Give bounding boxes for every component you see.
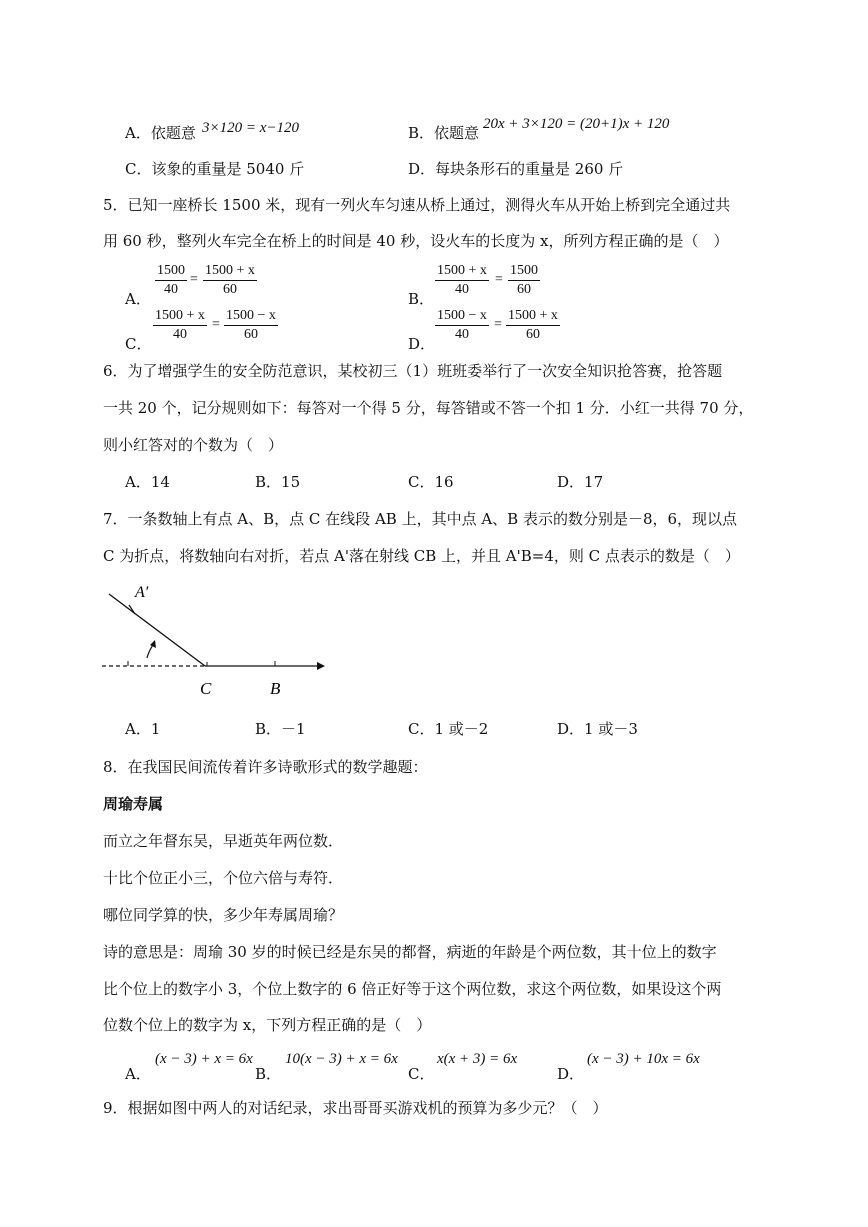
q7-option-b: B．－1 [255,720,306,738]
q5-stem-line2: 用 60 秒，整列火车完全在桥上的时间是 40 秒，设火车的长度为 x，所列方程正确的是（ ） [103,232,729,250]
fraction-numerator: 1500 [508,262,540,281]
q5-option-a-right-fraction [203,262,257,299]
q6-option-c: C．16 [408,473,454,491]
q8-option-d-math: (x − 3) + 10x = 6x [587,1051,700,1067]
q6-option-a: A．14 [125,473,170,491]
q8-explanation-line2: 比个位上的数字小 3，个位上数字的 6 倍正好等于这个两位数，求这个两位数，如果设这个两 [103,980,722,998]
q5-option-c-label: C． [125,335,152,353]
q7-option-c: C．1 或－2 [408,720,489,738]
equals-sign: = [495,272,503,287]
label-b: B [270,679,281,698]
fraction-numerator: 1500 − x [224,307,278,326]
q6-stem-line2: 一共 20 个，记分规则如下：每答对一个得 5 分，每答错或不答一个扣 1 分．小红一共得 70 分， [103,399,754,417]
fraction-denominator: 40 [454,327,469,342]
q6-option-b: B．15 [255,473,301,491]
fraction-numerator: 1500 [155,262,187,281]
fraction-numerator: 1500 + x [153,307,207,326]
q5-option-b-left-fraction [435,262,489,299]
q4-option-b-label: B．依题意 [408,124,480,142]
q5-option-d-label: D． [408,335,436,353]
q5-option-a-label: A． [125,290,151,308]
q5-stem-line1: 5．已知一座桥长 1500 米，现有一列火车匀速从桥上通过，测得火车从开始上桥到完全通过共 [103,196,731,214]
q8-option-c-label: C． [408,1065,435,1083]
q5-option-a-left-fraction [155,262,187,299]
q5-option-c-left-fraction [153,307,207,344]
q6-stem-line3: 则小红答对的个数为（ ） [103,436,284,454]
folded-ray [109,594,205,666]
q4-option-c: C．该象的重量是 5040 斤 [125,160,305,178]
q5-option-d-right-fraction [506,307,560,344]
q4-option-d: D．每块条形石的重量是 260 斤 [408,160,624,178]
fold-arrow-head-icon [150,640,156,648]
q4-option-b-math: 20x + 3×120 = (20+1)x + 120 [483,116,670,132]
fraction-denominator: 60 [517,282,531,297]
q5-option-c-right-fraction [224,307,278,344]
fraction-numerator: 1500 + x [203,262,257,281]
q8-option-a-math: (x − 3) + x = 6x [155,1051,253,1067]
q7-option-d: D．1 或－3 [557,720,638,738]
q8-explanation-line1: 诗的意思是：周瑜 30 岁的时候已经是东吴的都督，病逝的年龄是个两位数，其十位上的数字 [103,943,717,961]
q5-option-d-left-fraction [435,307,489,344]
q4-option-a-label: A．依题意 [125,124,196,142]
equals-sign: = [494,317,502,332]
label-a-prime: A′ [135,584,149,601]
fraction-denominator: 60 [243,327,258,342]
q5-option-b-label: B． [408,290,435,308]
q6-stem-line1: 6．为了增强学生的安全防范意识，某校初三（1）班班委举行了一次安全知识抢答赛，抢答题 [103,362,723,380]
q6-option-d: D．17 [557,473,604,491]
axis-arrow-icon [317,662,325,670]
q8-option-b-math: 10(x − 3) + x = 6x [285,1051,398,1067]
q9-stem-line1: 9．根据如图中两人的对话纪录，求出哥哥买游戏机的预算为多少元？（ ） [103,1099,608,1117]
fraction-denominator: 40 [164,282,178,297]
q8-poem-line2: 十比个位正小三，个位六倍与寿符． [103,869,344,887]
q8-option-a-label: A． [125,1065,151,1083]
q7-number-line-figure [95,572,335,702]
fraction-denominator: 60 [525,327,540,342]
q8-option-c-math: x(x + 3) = 6x [437,1051,518,1067]
q5-option-b-right-fraction [508,262,540,299]
q8-poem-title: 周瑜寿属 [103,795,164,813]
equals-sign: = [190,272,198,287]
fraction-denominator: 40 [172,327,187,342]
fraction-numerator: 1500 + x [506,307,560,326]
equals-sign: = [212,317,220,332]
q7-stem-line2: C 为折点，将数轴向右对折，若点 A'落在射线 CB 上，并且 A'B=4，则 C 点表示的数是（ ） [103,547,740,565]
fraction-numerator: 1500 + x [435,262,489,281]
q4-option-a-math: 3×120 = x−120 [202,120,300,136]
fraction-denominator: 40 [454,282,469,297]
q7-stem-line1: 7．一条数轴上有点 A、B，点 C 在线段 AB 上，其中点 A、B 表示的数分别是－8，6，现以点 [103,510,738,528]
q8-option-b-label: B． [255,1065,282,1083]
fraction-numerator: 1500 − x [435,307,489,326]
q7-option-a: A．1 [125,720,161,738]
q8-option-d-label: D． [557,1065,585,1083]
q8-explanation-line3: 位数个位上的数字为 x，下列方程正确的是（ ） [103,1016,432,1034]
q8-stem-line1: 8．在我国民间流传着许多诗歌形式的数学趣题： [103,758,428,776]
label-c: C [200,679,212,698]
q8-poem-line1: 而立之年督东吴，早逝英年两位数． [103,832,344,850]
fraction-denominator: 60 [222,282,237,297]
q8-poem-line3: 哪位同学算的快，多少年寿属周瑜？ [103,906,344,924]
